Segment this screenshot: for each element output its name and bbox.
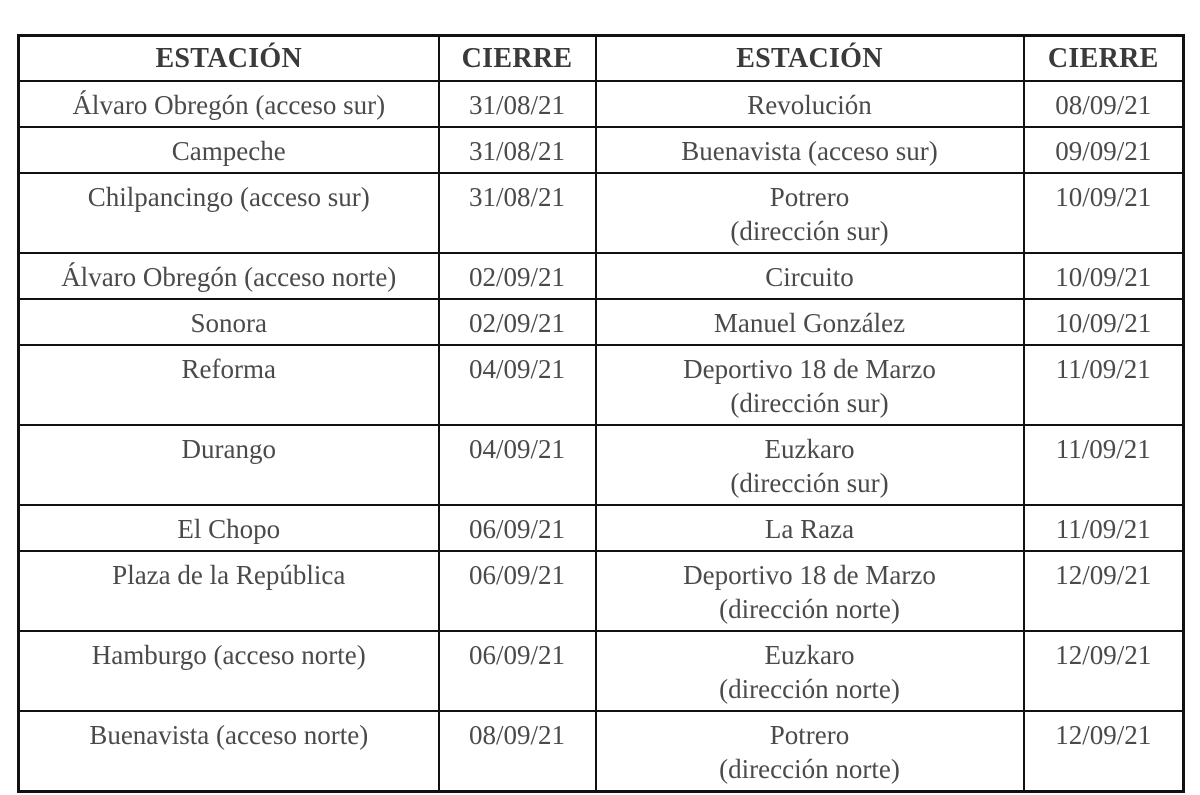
table-row [19,345,1184,425]
left-closure-date: 06/09/21 [439,505,596,551]
left-station-cell [19,505,439,551]
left-station-name: Durango [181,434,276,464]
right-station-name: Euzkaro [764,434,855,464]
right-closure-date: 11/09/21 [1024,425,1184,505]
left-closure-date: 02/09/21 [439,299,596,345]
right-closure-date: 11/09/21 [1024,505,1184,551]
left-closure-date: 02/09/21 [439,253,596,299]
right-station-name: (dirección norte) [719,754,900,784]
right-station-cell [596,173,1024,253]
right-station-cell [596,299,1024,345]
left-station-cell [19,299,439,345]
left-station-name: Álvaro Obregón (acceso sur) [72,90,386,120]
right-station-cell [596,127,1024,173]
left-station-cell [19,711,439,792]
table-body [19,81,1184,792]
left-station-cell [19,425,439,505]
table-row [19,631,1184,711]
left-station-name: Sonora [190,308,267,338]
left-station-cell [19,631,439,711]
left-station-name: Chilpancingo (acceso sur) [87,182,370,212]
right-station-name: (dirección norte) [719,674,900,704]
left-closure-date: 31/08/21 [439,127,596,173]
left-station-name: Campeche [171,136,286,166]
right-station-name: (dirección norte) [719,594,900,624]
left-station-name: Reforma [181,354,276,384]
right-closure-date: 08/09/21 [1024,81,1184,127]
left-station-cell [19,173,439,253]
header-station-right: ESTACIÓN [596,36,1024,82]
table-row [19,505,1184,551]
left-closure-date: 04/09/21 [439,425,596,505]
left-closure-date: 04/09/21 [439,345,596,425]
header-closure-right: CIERRE [1024,36,1184,82]
right-station-cell [596,505,1024,551]
right-station-name: Buenavista (acceso sur) [681,136,938,166]
table-header [19,36,1184,82]
right-station-cell [596,253,1024,299]
table-row [19,425,1184,505]
table-row [19,299,1184,345]
left-station-name: Álvaro Obregón (acceso norte) [61,262,397,292]
left-station-cell [19,551,439,631]
right-station-name: Potrero [769,182,850,212]
station-closures-table [17,34,1185,793]
table-row [19,81,1184,127]
right-closure-date: 10/09/21 [1024,253,1184,299]
left-station-cell [19,253,439,299]
right-station-cell [596,345,1024,425]
left-closure-date: 31/08/21 [439,173,596,253]
left-closure-date: 08/09/21 [439,711,596,792]
right-station-cell [596,81,1024,127]
left-station-name: El Chopo [177,514,281,544]
right-station-cell [596,425,1024,505]
table-row [19,173,1184,253]
right-closure-date: 09/09/21 [1024,127,1184,173]
left-closure-date: 31/08/21 [439,81,596,127]
left-closure-date: 06/09/21 [439,631,596,711]
right-closure-date: 10/09/21 [1024,299,1184,345]
right-closure-date: 10/09/21 [1024,173,1184,253]
left-station-name: Plaza de la República [112,560,346,590]
left-station-cell [19,345,439,425]
right-station-cell [596,631,1024,711]
right-station-name: Circuito [765,262,854,292]
header-station-left: ESTACIÓN [19,36,439,82]
left-station-name: Hamburgo (acceso norte) [91,640,366,670]
right-station-name: (dirección sur) [730,388,889,418]
right-station-name: Manuel González [713,308,906,338]
table-row [19,127,1184,173]
right-station-name: (dirección sur) [730,468,889,498]
right-station-cell [596,711,1024,792]
right-closure-date: 12/09/21 [1024,711,1184,792]
right-closure-date: 12/09/21 [1024,631,1184,711]
right-station-cell [596,551,1024,631]
right-station-name: (dirección sur) [730,216,889,246]
table-row [19,253,1184,299]
right-station-name: Deportivo 18 de Marzo [683,560,936,590]
header-row [19,36,1184,82]
table-row [19,711,1184,792]
left-station-cell [19,81,439,127]
right-station-name: Potrero [769,720,850,750]
left-station-name: Buenavista (acceso norte) [89,720,369,750]
right-station-name: Revolución [747,90,872,120]
table-row [19,551,1184,631]
header-closure-left: CIERRE [439,36,596,82]
left-closure-date: 06/09/21 [439,551,596,631]
left-station-cell [19,127,439,173]
right-station-name: Deportivo 18 de Marzo [683,354,936,384]
right-station-name: La Raza [764,514,855,544]
right-station-name: Euzkaro [764,640,855,670]
right-closure-date: 12/09/21 [1024,551,1184,631]
right-closure-date: 11/09/21 [1024,345,1184,425]
